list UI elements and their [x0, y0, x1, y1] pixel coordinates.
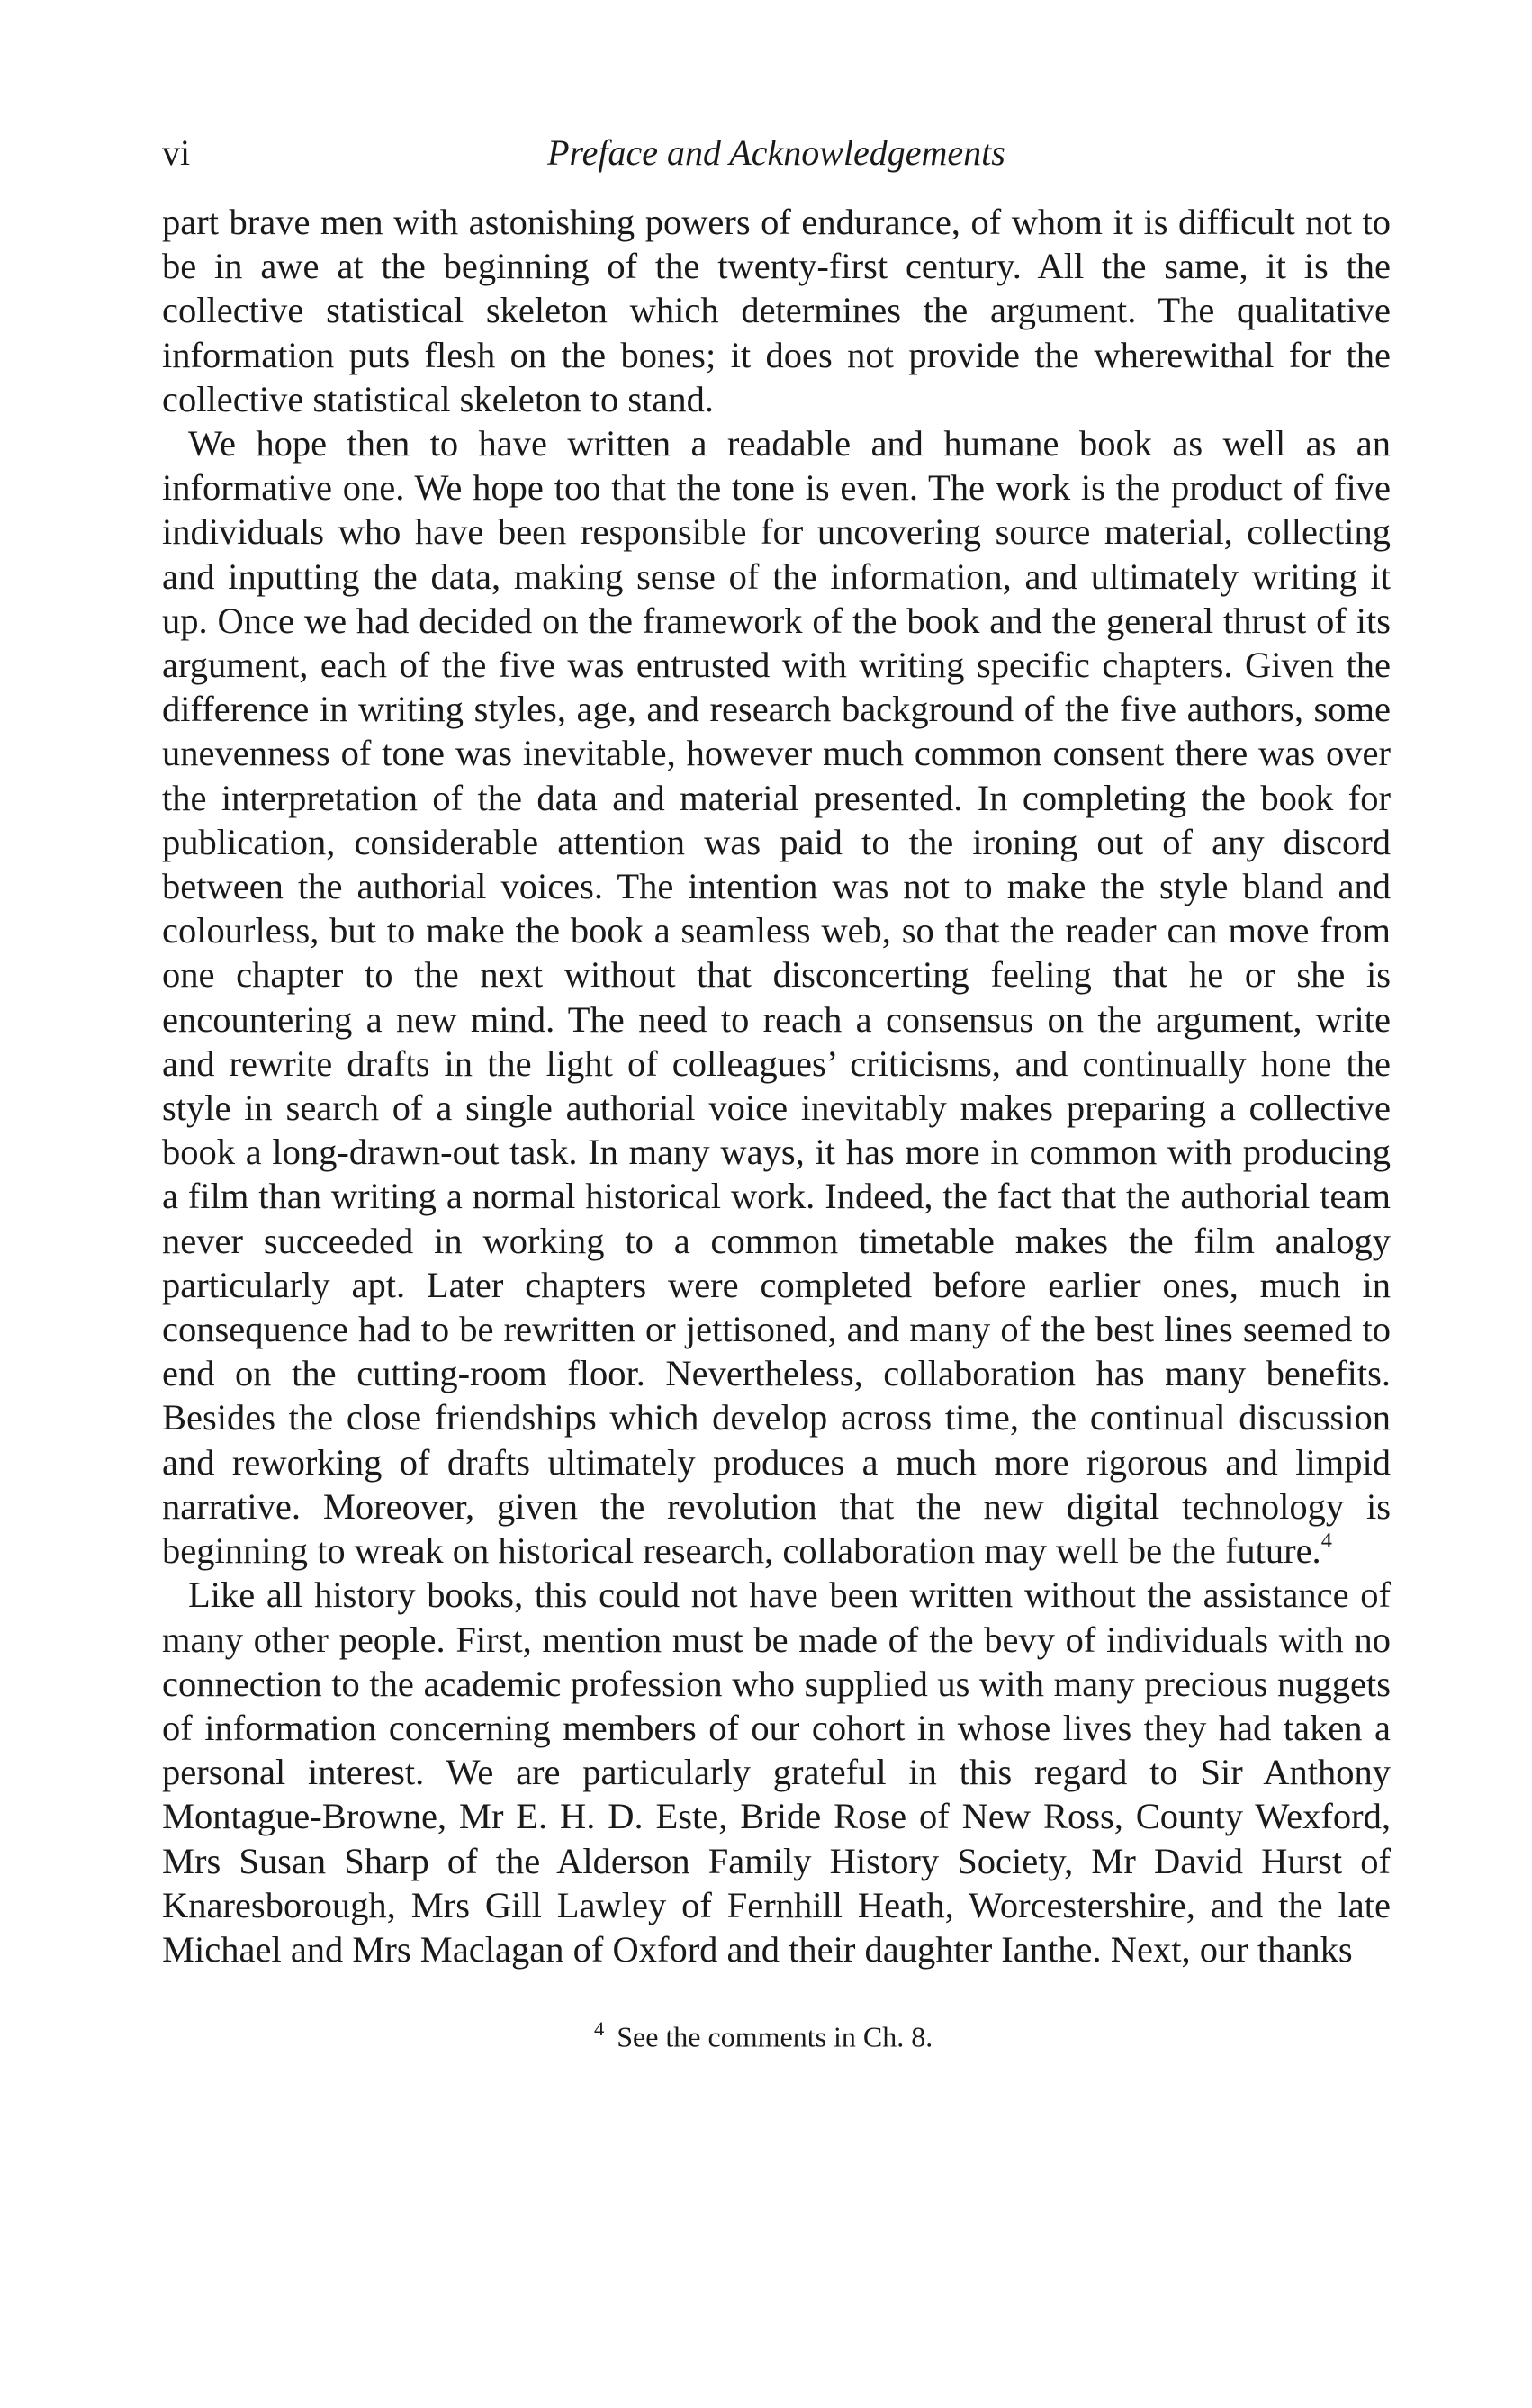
- paragraph-3: [162, 1573, 1391, 1971]
- running-title: Preface and Acknowledgements: [547, 132, 1005, 173]
- body-text: [162, 200, 1391, 1971]
- paragraph-2-text: We hope then to have written a readable and humane book as well as an informative one. We hope too that the tone is even. The work is the product of five individuals who have been responsible for uncovering source material, collecting and inputting the data, making sense of the information, and ultimately writing it up. Once we had decided on the framework of the book and the general thrust of its argument, each of the five was entrusted with writing specific chapters. Given the difference in writing styles, age, and research background of the five authors, some unevenness of tone was inevitable, however much common consent there was over the interpretation of the data and material presented. In completing the book for publication, considerable attention was paid to the ironing out of any discord between the authorial voices. The intention was not to make the style bland and colourless, but to make the book a seamless web, so that the reader can move from one chapter to the next without that disconcerting feeling that he or she is encountering a new mind. The need to reach a consensus on the argument, write and rewrite drafts in the light of colleagues’ criticisms, and continually hone the style in search of a single authorial voice inevitably makes preparing a collective book a long-drawn-out task. In many ways, it has more in common with producing a film than writing a normal historical work. Indeed, the fact that the authorial team never succeeded in working to a common timetable makes the film analogy particularly apt. Later chapters were completed before earlier ones, much in consequence had to be rewritten or jettisoned, and many of the best lines seemed to end on the cutting-room floor. Nevertheless, collaboration has many benefits. Besides the close friendships which develop across time, the continual discussion and reworking of drafts ultimately produces a much more rigorous and limpid narrative. Moreover, given the revolution that the new digital technology is beginning to wreak on historical research, collaboration may well be the future.: [162, 423, 1391, 1572]
- paragraph-3-text: Like all history books, this could not have been written without the assistance of many other people. First, mention must be made of the bevy of individuals with no connection to the academic profession who supplied us with many precious nuggets of information concerning members of our cohort in whose lives they had taken a personal interest. We are particularly grateful in this regard to Sir Anthony Montague-Browne, Mr E. H. D. Este, Bride Rose of New Ross, County Wexford, Mrs Susan Sharp of the Alderson Family History Society, Mr David Hurst of Knaresborough, Mrs Gill Lawley of Fernhill Heath, Worcestershire, and the late Michael and Mrs Maclagan of Oxford and their daughter Ianthe. Next, our thanks: [162, 1574, 1391, 1970]
- footnote-mark: 4: [594, 2017, 605, 2041]
- paragraph-1-text: part brave men with astonishing powers of endurance, of whom it is difficult not to be in awe at the beginning of the twenty-first century. All the same, it is the collective statistical skeleton which determines the argument. The qualitative information puts flesh on the bones; it does not provide the wherewithal for the collective statistical skeleton to stand.: [162, 202, 1391, 419]
- paragraph-2: [162, 421, 1391, 1573]
- page-number: vi: [162, 132, 191, 173]
- paragraph-1: [162, 200, 1391, 421]
- footnote-text: See the comments in Ch. 8.: [617, 2020, 933, 2053]
- running-head: [162, 126, 1391, 180]
- book-page: [162, 126, 1391, 2054]
- footnote: [162, 2011, 1391, 2054]
- footnote-reference: 4: [1320, 1529, 1332, 1554]
